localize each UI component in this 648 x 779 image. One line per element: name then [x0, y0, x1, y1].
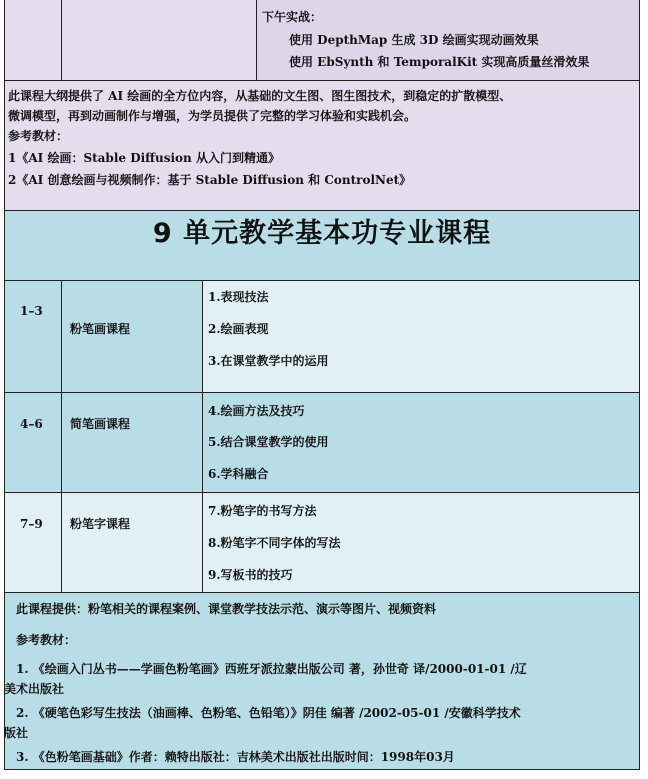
summary-ref-2: 2《AI 创意绘画与视频制作：基于 Stable Diffusion 和 ControlNet》 — [8, 173, 412, 187]
footer-provides: 此课程提供：粉笔相关的课程案例、课堂教学技法示范、演示等图片、视频资料 — [16, 602, 437, 616]
footer-ref-3: 3. 《色粉笔画基础》作者：赖特出版社：吉林美术出版社出版时间：1998年03月 — [16, 750, 455, 764]
afternoon-heading: 下午实战： — [262, 10, 323, 24]
row1-weeks: 1–3 — [20, 304, 43, 318]
row1-topic-2: 2.绘画表现 — [208, 322, 269, 336]
row2-topic-2: 5.结合课堂教学的使用 — [208, 435, 329, 449]
summary-ref-1: 1《AI 绘画：Stable Diffusion 从入门到精通》 — [8, 151, 280, 165]
rule-492 — [4, 492, 640, 493]
row3-topic-1: 7.粉笔字的书写方法 — [208, 504, 317, 518]
row2-topic-3: 6.学科融合 — [208, 467, 269, 481]
row3-course: 粉笔字课程 — [70, 517, 131, 531]
row2-course: 简笔画课程 — [70, 417, 131, 431]
rule-280 — [4, 280, 640, 281]
row3-topic-3: 9.写板书的技巧 — [208, 568, 293, 582]
row2-left-bg — [4, 392, 202, 492]
summary-line-2: 微调模型，再到动画制作与增强，为学员提供了完整的学习体验和实践机会。 — [8, 109, 417, 123]
unit-title: 9 单元教学基本功专业课程 — [152, 218, 492, 249]
top-row-bg-left — [4, 0, 256, 80]
row3-weeks: 7–9 — [20, 517, 43, 531]
footer-ref-label: 参考教材： — [16, 633, 77, 647]
border-left — [4, 0, 5, 770]
row3-topic-2: 8.粉笔字不同字体的写法 — [208, 536, 341, 550]
row1-topic-1: 1.表现技法 — [208, 290, 269, 304]
row2-weeks: 4–6 — [20, 417, 43, 431]
summary-ref-label: 参考教材： — [8, 129, 69, 143]
row1-course: 粉笔画课程 — [70, 322, 131, 336]
border-top-row-col2 — [256, 0, 257, 80]
footer-bg — [4, 592, 640, 770]
rule-210 — [4, 210, 640, 211]
rule-392 — [4, 392, 640, 393]
rule-592 — [4, 592, 640, 593]
col-topics-divider — [202, 280, 203, 592]
row3-left-bg — [4, 492, 202, 592]
afternoon-item-1: 使用 DepthMap 生成 3D 绘画实现动画效果 — [289, 33, 539, 47]
footer-ref-1-cont: 美术出版社 — [4, 682, 65, 696]
rule-770 — [4, 769, 640, 770]
row2-topic-1: 4.绘画方法及技巧 — [208, 404, 305, 418]
border-top-row-col1 — [61, 0, 62, 80]
rule-80 — [4, 80, 640, 81]
border-right — [639, 0, 640, 770]
footer-ref-2-cont: 版社 — [4, 726, 29, 740]
col-weeks-divider — [61, 280, 62, 592]
summary-line-1: 此课程大纲提供了 AI 绘画的全方位内容，从基础的文生图、图生图技术，到稳定的扩散模型、 — [8, 89, 512, 103]
footer-ref-2: 2. 《硬笔色彩写生技法（油画棒、色粉笔、色铅笔）》阴佳 编著 /2002-05-01 /安徽科学技术 — [16, 706, 521, 720]
footer-ref-1: 1. 《绘画入门丛书——学画色粉笔画》西班牙派拉蒙出版公司 著，孙世奇 译/2000-01-01 /辽 — [16, 662, 527, 676]
afternoon-item-2: 使用 EbSynth 和 TemporalKit 实现高质量丝滑效果 — [289, 55, 590, 69]
row1-topic-3: 3.在课堂教学中的运用 — [208, 354, 329, 368]
